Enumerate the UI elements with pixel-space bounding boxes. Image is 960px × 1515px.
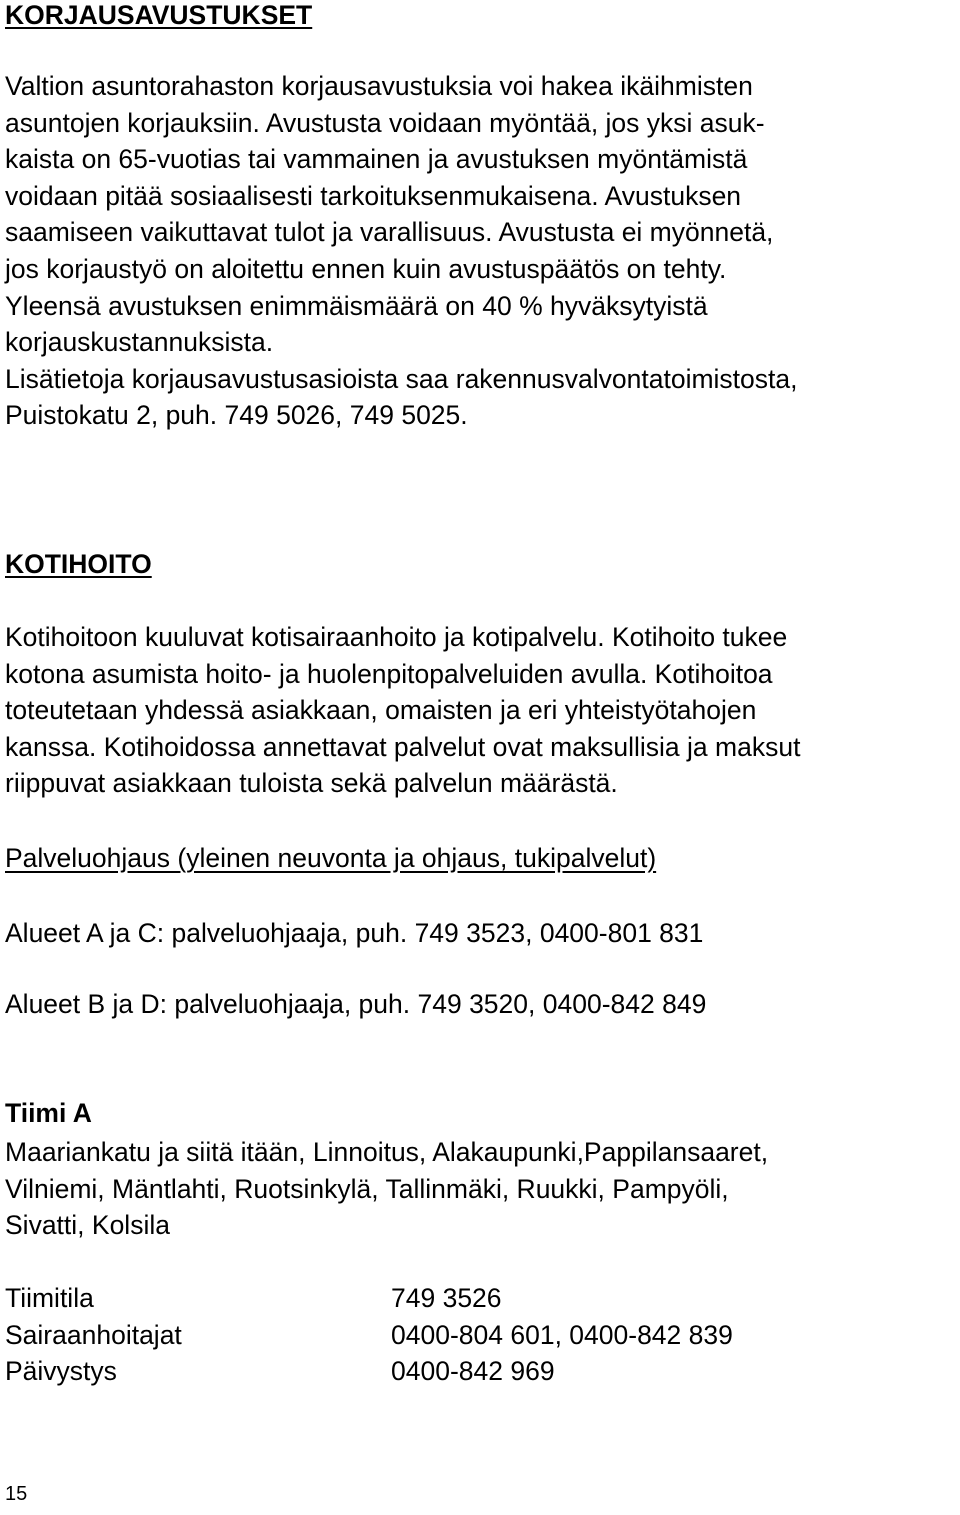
paragraph-line: Kotihoitoon kuuluvat kotisairaanhoito ja kotipalvelu. Kotihoito tukee bbox=[5, 622, 788, 652]
contact-value: 749 3526 bbox=[391, 1283, 502, 1313]
contact-label: Sairaanhoitajat bbox=[5, 1320, 182, 1350]
paragraph-line: Maariankatu ja siitä itään, Linnoitus, Alakaupunki,Pappilansaaret, bbox=[5, 1137, 769, 1167]
paragraph-line: Yleensä avustuksen enimmäismäärä on 40 % hyväksytyistä bbox=[5, 290, 708, 321]
paragraph-line: asuntojen korjauksiin. Avustusta voidaan myöntää, jos yksi asuk- bbox=[5, 107, 765, 138]
tiimi-a-areas bbox=[5, 1134, 768, 1244]
paragraph-line: kotona asumista hoito- ja huolenpitopalveluiden avulla. Kotihoitoa bbox=[5, 658, 773, 689]
paragraph-line: Sivatti, Kolsila bbox=[5, 1210, 170, 1241]
paragraph-line: Lisätietoja korjausavustusasioista saa rakennusvalvontatoimistosta, bbox=[5, 363, 798, 394]
page-number: 15 bbox=[5, 1483, 28, 1505]
paragraph-line: voidaan pitää sosiaalisesti tarkoituksenmukaisena. Avustuksen bbox=[5, 180, 742, 211]
paragraph-line: saamiseen vaikuttavat tulot ja varallisuus. Avustusta ei myönnetä, bbox=[5, 217, 774, 248]
contact-label: Päivystys bbox=[5, 1356, 117, 1386]
team-title-tiimi-a: Tiimi A bbox=[5, 1098, 92, 1128]
paragraph-line: kaista on 65-vuotias tai vammainen ja avustuksen myöntämistä bbox=[5, 144, 748, 175]
paragraph-line: Puistokatu 2, puh. 749 5026, 749 5025. bbox=[5, 400, 468, 431]
paragraph-line: riippuvat asiakkaan tuloista sekä palvelun määrästä. bbox=[5, 768, 618, 799]
korjausavustukset-paragraph bbox=[5, 68, 797, 434]
section-title-korjausavustukset: KORJAUSAVUSTUKSET bbox=[5, 0, 313, 30]
contact-label: Tiimitila bbox=[5, 1283, 94, 1313]
paragraph-line: korjauskustannuksista. bbox=[5, 327, 274, 358]
paragraph-line: toteutetaan yhdessä asiakkaan, omaisten ja eri yhteistyötahojen bbox=[5, 695, 757, 726]
contact-value: 0400-842 969 bbox=[391, 1356, 555, 1386]
kotihoito-paragraph bbox=[5, 619, 800, 802]
paragraph-line: jos korjaustyö on aloitettu ennen kuin avustuspäätös on tehty. bbox=[5, 253, 727, 284]
palveluohjaus-area-ac: Alueet A ja C: palveluohjaaja, puh. 749 3523, 0400-801 831 bbox=[5, 918, 704, 948]
contact-value: 0400-804 601, 0400-842 839 bbox=[391, 1320, 733, 1350]
paragraph-line: kanssa. Kotihoidossa annettavat palvelut ovat maksullisia ja maksut bbox=[5, 731, 801, 762]
paragraph-line: Valtion asuntorahaston korjausavustuksia voi hakea ikäihmisten bbox=[5, 71, 753, 101]
section-title-kotihoito: KOTIHOITO bbox=[5, 549, 152, 579]
palveluohjaus-area-bd: Alueet B ja D: palveluohjaaja, puh. 749 3520, 0400-842 849 bbox=[5, 989, 707, 1019]
section-title-palveluohjaus: Palveluohjaus (yleinen neuvonta ja ohjaus, tukipalvelut) bbox=[5, 843, 657, 873]
paragraph-line: Vilniemi, Mäntlahti, Ruotsinkylä, Tallinmäki, Ruukki, Pampyöli, bbox=[5, 1173, 729, 1204]
